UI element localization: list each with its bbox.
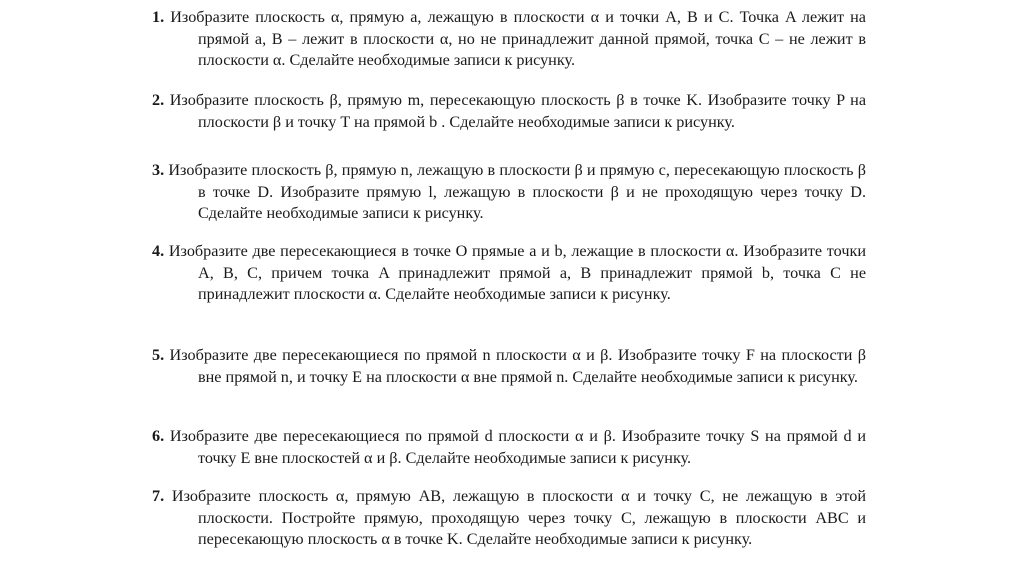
task-paragraph xyxy=(152,7,866,72)
task-text: Изобразите две пересекающиеся по прямой n плоскости α и β. Изобразите точку F на плоскости β вне прямой n, и точку E на плоскости α вне прямой n. Сделайте необходимые записи к рисунку. xyxy=(164,346,866,386)
task-paragraph xyxy=(152,345,866,388)
task-4 xyxy=(152,241,866,306)
task-text: Изобразите две пересекающиеся по прямой d плоскости α и β. Изобразите точку S на прямой d и точку E вне плоскостей α и β. Сделайте необходимые записи к рисунку. xyxy=(164,427,866,467)
task-1 xyxy=(152,7,866,72)
task-6 xyxy=(152,426,866,469)
task-paragraph xyxy=(152,426,866,469)
task-paragraph xyxy=(152,486,866,551)
task-5 xyxy=(152,345,866,388)
task-paragraph xyxy=(152,90,866,133)
task-text: Изобразите плоскость α, прямую a, лежащую в плоскости α и точки A, B и C. Точка A лежит на прямой a, B – лежит в плоскости α, но не принадлежит данной прямой, точка C – не лежит в плоскости α. Сделайте необходимые записи к рисунку. xyxy=(164,8,866,69)
task-3 xyxy=(152,160,866,225)
task-2 xyxy=(152,90,866,133)
task-number: 1. xyxy=(152,8,165,26)
task-7 xyxy=(152,486,866,551)
task-text: Изобразите плоскость α, прямую AB, лежащую в плоскости α и точку C, не лежащую в этой плоскости. Постройте прямую, проходящую через точку C, лежащую в плоскости ABC и пересекающую плоскость α в точке K. Сделайте необходимые записи к рисунку. xyxy=(164,487,866,548)
task-paragraph xyxy=(152,160,866,225)
task-number: 3. xyxy=(152,161,165,179)
task-text: Изобразите две пересекающиеся в точке O прямые a и b, лежащие в плоскости α. Изобразите точки A, B, C, причем точка A принадлежит прямой a, B принадлежит прямой b, точка C не принадлежит плоскости α. Сделайте необходимые записи к рисунку. xyxy=(164,242,866,303)
task-number: 2. xyxy=(152,91,165,109)
task-text: Изобразите плоскость β, прямую n, лежащую в плоскости β и прямую c, пересекающую плоскость β в точке D. Изобразите прямую l, лежащую в плоскости β и не проходящую через точку D. Сделайте необходимые записи к рисунку. xyxy=(164,161,866,222)
task-number: 4. xyxy=(152,242,165,260)
task-number: 7. xyxy=(152,487,165,505)
task-text: Изобразите плоскость β, прямую m, пересекающую плоскость β в точке K. Изобразите точку P на плоскости β и точку T на прямой b . Сделайте необходимые записи к рисунку. xyxy=(164,91,866,131)
task-paragraph xyxy=(152,241,866,306)
task-number: 5. xyxy=(152,346,165,364)
task-number: 6. xyxy=(152,427,165,445)
